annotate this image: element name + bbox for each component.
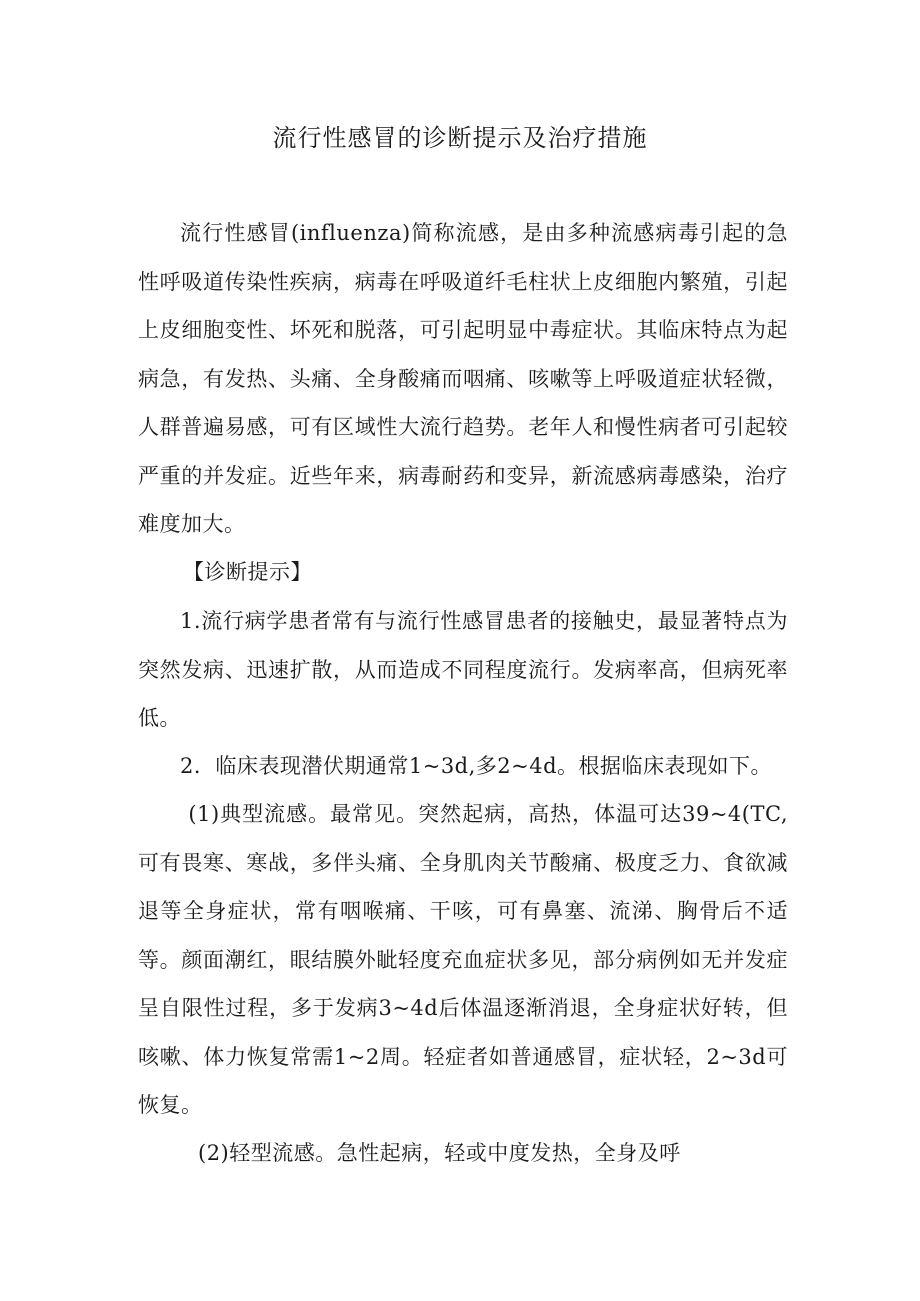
item-2-2-paragraph: (2)轻型流感。急性起病，轻或中度发热，全身及呼 — [198, 1141, 681, 1165]
item-1-paragraph: 1.流行病学患者常有与流行性感冒患者的接触史，最显著特点为突然发病、迅速扩散，从而造成不同程度流行。发病率高，但病死率低。 — [138, 609, 788, 730]
intro-paragraph: 流行性感冒(influenza)简称流感，是由多种流感病毒引起的急性呼吸道传染性疾病，病毒在呼吸道纤毛柱状上皮细胞内繁殖，引起上皮细胞变性、坏死和脱落，可引起明显中毒症状。其临床特点为起病急，有发热、头痛、全身酸痛而咽痛、咳嗽等上呼吸道症状轻微，人群普遍易感，可有区域性大流行趋势。老年人和慢性病者可引起较严重的并发症。近些年来，病毒耐药和变异，新流感病毒感染，治疗难度加大。 — [138, 221, 788, 536]
document-title: 流行性感冒的诊断提示及治疗措施 — [272, 124, 648, 152]
section-heading: 【诊断提示】 — [183, 560, 312, 584]
item-2-1-paragraph: (1)典型流感。最常见。突然起病，高热，体温可达39~4(TC,可有畏寒、寒战，多伴头痛、全身肌肉关节酸痛、极度乏力、食欲减退等全身症状，常有咽喉痛、干咳，可有鼻塞、流涕、胸骨后不适等。颜面潮红，眼结膜外眦轻度充血症状多见，部分病例如无并发症呈自限性过程，多于发病3~4d后体温逐渐消退，全身症状好转，但咳嗽、体力恢复常需1~2周。轻症者如普通感冒，症状轻，2~3d可恢复。 — [138, 802, 788, 1117]
item-2-paragraph: 2．临床表现潜伏期通常1~3d,多2~4d。根据临床表现如下。 — [180, 754, 773, 778]
